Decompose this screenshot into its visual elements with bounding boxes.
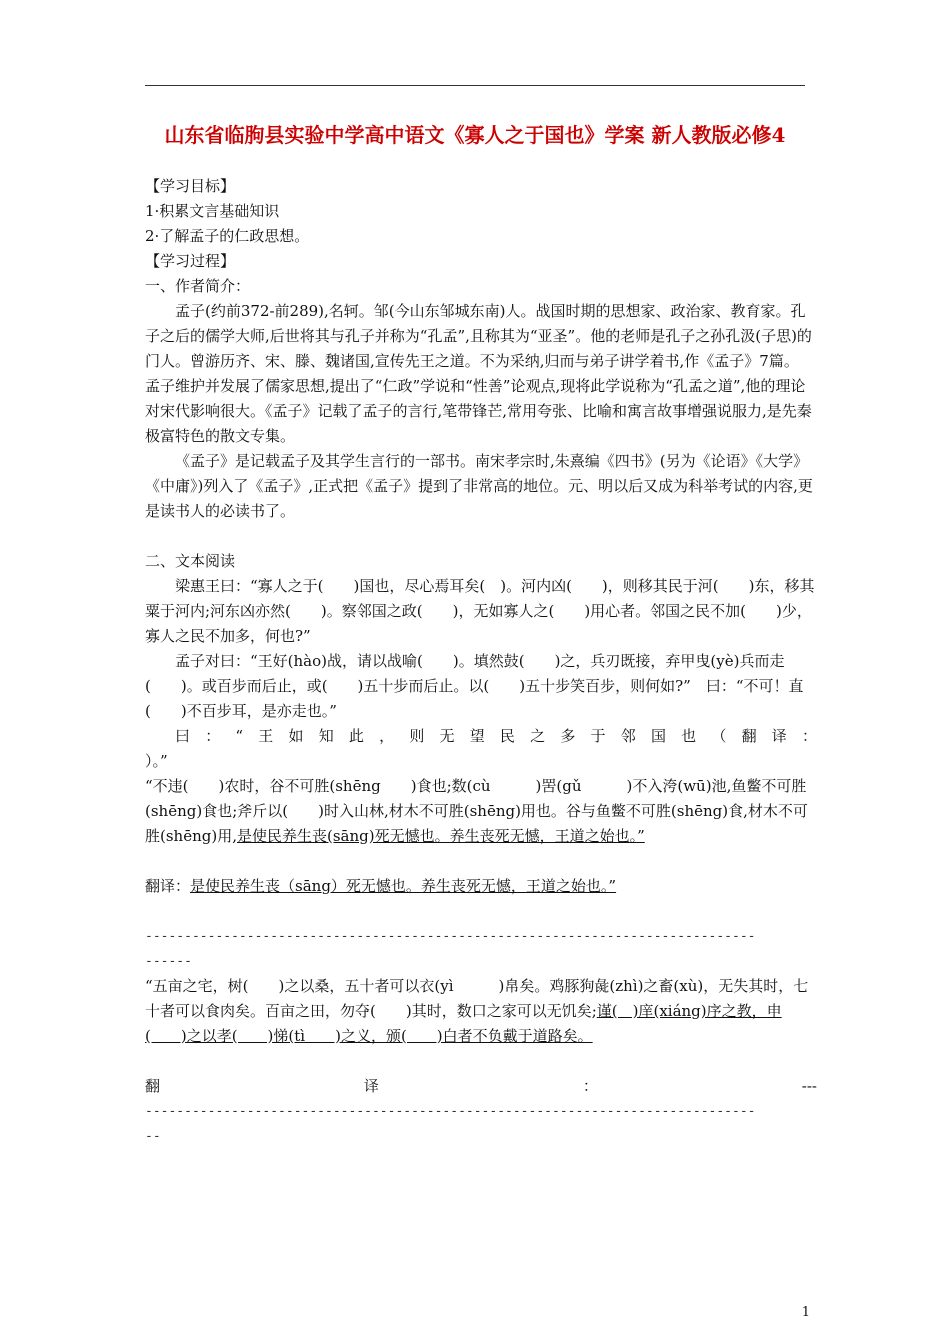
- author-heading: 一、作者简介：: [145, 277, 251, 295]
- spacer: [145, 524, 817, 549]
- reading-heading: 二、文本阅读: [145, 552, 236, 570]
- author-paragraph-1: 孟子(约前372-前289),名轲。邹(今山东邹城东南)人。战国时期的思想家、政治家、教育家。孔子之后的儒学大师,后世将其与孔子并称为“孔孟”,且称其为“亚圣”。他的老师是孔子之孙孔汲(子思)的门人。曾游历齐、宋、滕、魏诸国,宣传先王之道。不为采纳,归而与弟子讲学着书,作《孟子》7篇。: [145, 302, 812, 370]
- goal-item-1: 1·积累文言基础知识: [145, 202, 280, 220]
- reading-paragraph-5-text: “五亩之宅，树( )之以桑，五十者可以衣(yì )帛矣。鸡豚狗彘(zhì)之畜(xù)，无失其时，七十者可以食肉矣。百亩之田，勿夺( )其时，数口之家可以无饥矣;: [145, 977, 809, 1020]
- translation-line-1: [145, 874, 817, 899]
- translation-dash-start: ---: [801, 1077, 817, 1095]
- document-title: 山东省临朐县实验中学高中语文《寡人之于国也》学案 新人教版必修4: [164, 123, 786, 147]
- spacer: [145, 899, 817, 924]
- translation-line-2: [145, 1074, 817, 1099]
- document-body: [145, 174, 817, 1149]
- reading-paragraph-5-underlined: 谨( )庠(xiáng)序之教，申( )之以孝( )悌(tì )之义，颁( )白者不负戴于道路矣。: [145, 1002, 782, 1045]
- translation-label-char-2: 译: [363, 1077, 379, 1095]
- reading-paragraph-4-underlined: 是使民养生丧(sāng)死无憾也。养生丧死无憾，王道之始也。”: [236, 827, 645, 845]
- goals-heading: 【学习目标】: [145, 177, 236, 195]
- reading-paragraph-4: [145, 774, 817, 849]
- answer-dash-line-2-end: --: [145, 1129, 161, 1144]
- reading-paragraph-1: 梁惠王曰：“寡人之于( )国也，尽心焉耳矣( )。河内凶( )，则移其民于河( )东，移其粟于河内;河东凶亦然( )。察邻国之政( )，无如寡人之( )用心者。邻国之民不加( )少，寡人之民不加多，何也?”: [145, 577, 815, 645]
- reading-paragraph-5: [145, 974, 817, 1049]
- translation-label-char-1: 翻: [145, 1077, 161, 1095]
- header-rule: [145, 85, 805, 86]
- spacer: [145, 1049, 817, 1074]
- answer-dash-line-end: ------: [145, 954, 192, 969]
- reading-paragraph-4-text: “不违( )农时，谷不可胜(shēng )食也;数(cù )罟(gǔ )不入洿(wū)池,鱼鳖不可胜(shēng)食也;斧斤以( )时入山林,材木不可胜(shēng)用也。谷与鱼鳖不可胜(shēng)食,材木不可胜(shēng)用,: [145, 777, 808, 845]
- translation-label: 翻译：: [145, 877, 191, 895]
- spacer: [145, 849, 817, 874]
- author-paragraph-2: 孟子维护并发展了儒家思想,提出了“仁政”学说和“性善”论观点,现将此学说称为“孔孟之道”,他的理论对宋代影响很大。《孟子》记载了孟子的言行,笔带锋芒,常用夸张、比喻和寓言故事增强说服力,是先秦极富特色的散文专集。: [145, 377, 812, 445]
- goal-item-2: 2·了解孟子的仁政思想。: [145, 227, 310, 245]
- reading-paragraph-3-line-2: ）。”: [145, 752, 168, 770]
- answer-dash-line: ------------------------------------------------------------------------------: [145, 929, 756, 944]
- translation-source-text: 是使民养生丧（sāng）死无憾也。养生丧死无憾，王道之始也。”: [190, 877, 617, 895]
- page-number: 1: [801, 1305, 810, 1320]
- process-heading: 【学习过程】: [145, 252, 236, 270]
- author-paragraph-3: 《孟子》是记载孟子及其学生言行的一部书。南宋孝宗时,朱熹编《四书》(另为《论语》《大学》《中庸》)列入了《孟子》,正式把《孟子》提到了非常高的地位。元、明以后又成为科举考试的内容,更是读书人的必读书了。: [145, 452, 813, 520]
- answer-dash-line-2: ------------------------------------------------------------------------------: [145, 1104, 756, 1119]
- reading-paragraph-3-line-1: 曰：“王如知此，则无望民之多于邻国也（翻译：: [175, 727, 817, 745]
- translation-label-colon: ：: [582, 1077, 598, 1095]
- reading-paragraph-2: 孟子对曰：“王好(hào)战，请以战喻( )。填然鼓( )之，兵刃既接，弃甲曳(yè)兵而走( )。或百步而后止，或( )五十步而后止。以( )五十步笑百步，则何如?” 曰：“不可！直( )不百步耳，是亦走也。”: [145, 652, 804, 720]
